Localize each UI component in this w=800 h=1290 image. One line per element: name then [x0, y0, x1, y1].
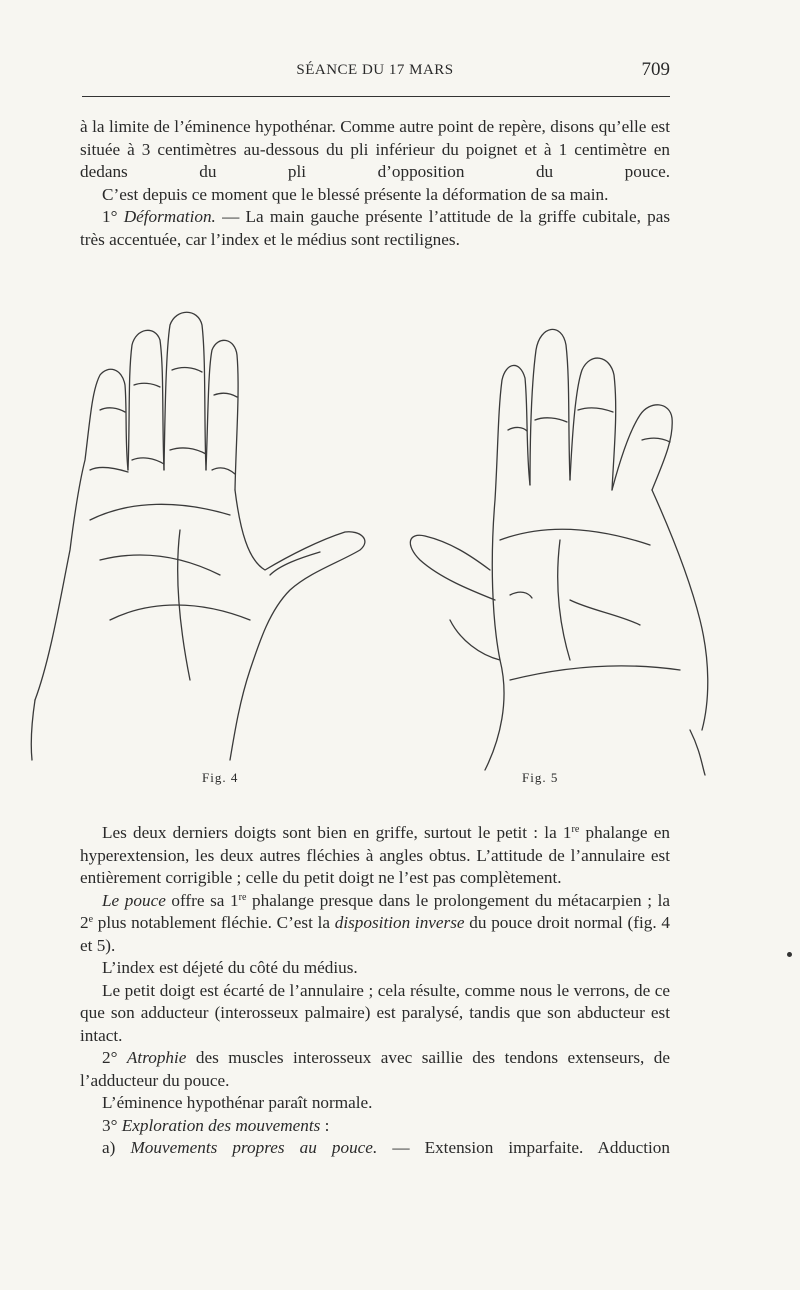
figure-5-caption: Fig. 5	[522, 770, 559, 785]
paragraph-text: plus notablement fléchie. C’est la	[93, 913, 335, 932]
running-title: SÉANCE DU 17 MARS	[296, 62, 454, 78]
superscript: re	[238, 891, 247, 903]
paragraph	[80, 1092, 670, 1115]
paragraph-text: — Extension imparfaite. Adduction	[377, 1138, 670, 1157]
paragraph	[80, 206, 670, 251]
hand-figures	[30, 300, 730, 780]
paragraph-text: C’est depuis ce moment que le blessé présente la déformation de sa main.	[102, 184, 609, 204]
paragraph	[80, 822, 670, 890]
figure-4-hand-drawing	[31, 312, 365, 760]
figure-4-caption: Fig. 4	[202, 770, 239, 785]
paragraph-text: — La main gauche présente l’attitude de la griffe cubitale, pas très accentuée, car l’index et le médius sont rectilignes.	[80, 207, 671, 249]
section-heading: Exploration des mouvements	[121, 1115, 321, 1135]
bottom-text-block	[80, 822, 670, 1160]
emphasis: disposition inverse	[334, 913, 465, 932]
section-number: 1°	[102, 207, 118, 226]
top-text-block	[80, 116, 670, 251]
subsection-heading: Mouvements propres au pouce.	[130, 1138, 378, 1157]
superscript: e	[88, 914, 94, 925]
paragraph	[80, 1115, 670, 1138]
paragraph	[80, 1047, 670, 1092]
paragraph: à la limite de l’éminence hypothénar. Comme autre point de repère, disons qu’elle est située à 3 centimètres au-dessous du pli inférieur du poignet et à 1 centimètre en dedans du pli d’opposition du pouce.	[80, 117, 670, 181]
section-heading: Déformation.	[123, 207, 216, 226]
paragraph-text: offre sa 1	[165, 890, 239, 910]
paragraph-text: Les deux derniers doigts sont bien en griffe, surtout le petit : la 1	[102, 823, 572, 842]
paragraph	[80, 980, 670, 1048]
figure-5-hand-drawing	[410, 329, 707, 775]
superscript: re	[571, 824, 580, 835]
hand-illustrations	[30, 300, 730, 780]
paragraph	[80, 957, 670, 980]
list-marker: a)	[102, 1138, 116, 1157]
page-number: 709	[641, 59, 670, 80]
emphasis: Le pouce	[102, 890, 166, 910]
margin-dot	[787, 952, 792, 957]
paragraph-text: Le petit doigt est écarté de l’annulaire ; cela résulte, comme nous le verrons, de ce que son adducteur (interosseux palmaire) est paralysé, tandis que son abducteur est intact.	[80, 980, 670, 1045]
paragraph-text: :	[320, 1115, 330, 1135]
paragraph-text: phalange en hyperextension, les deux autres fléchies à angles obtus. L’attitude de l’annulaire est entièrement corrigible ; celle du petit doigt ne l’est pas complètement.	[80, 823, 670, 887]
paragraph-text: phalange presque dans le prolongement du métacarpien ; la 2	[80, 890, 670, 932]
paragraph-text: des muscles interosseux avec saillie des tendons extenseurs, de l’adducteur du pouce.	[80, 1048, 670, 1090]
paragraph-text: L’éminence hypothénar paraît normale.	[102, 1093, 373, 1112]
paragraph-text: L’index est déjeté du côté du médius.	[102, 958, 358, 977]
paragraph	[80, 184, 670, 207]
paragraph	[80, 890, 670, 958]
paragraph	[80, 1137, 670, 1160]
paragraph-text: du pouce droit normal (fig. 4 et 5).	[80, 913, 670, 955]
running-header	[80, 58, 670, 86]
header-rule	[82, 96, 670, 97]
section-number: 2°	[102, 1048, 118, 1067]
section-heading: Atrophie	[126, 1048, 187, 1067]
section-number: 3°	[102, 1115, 118, 1135]
